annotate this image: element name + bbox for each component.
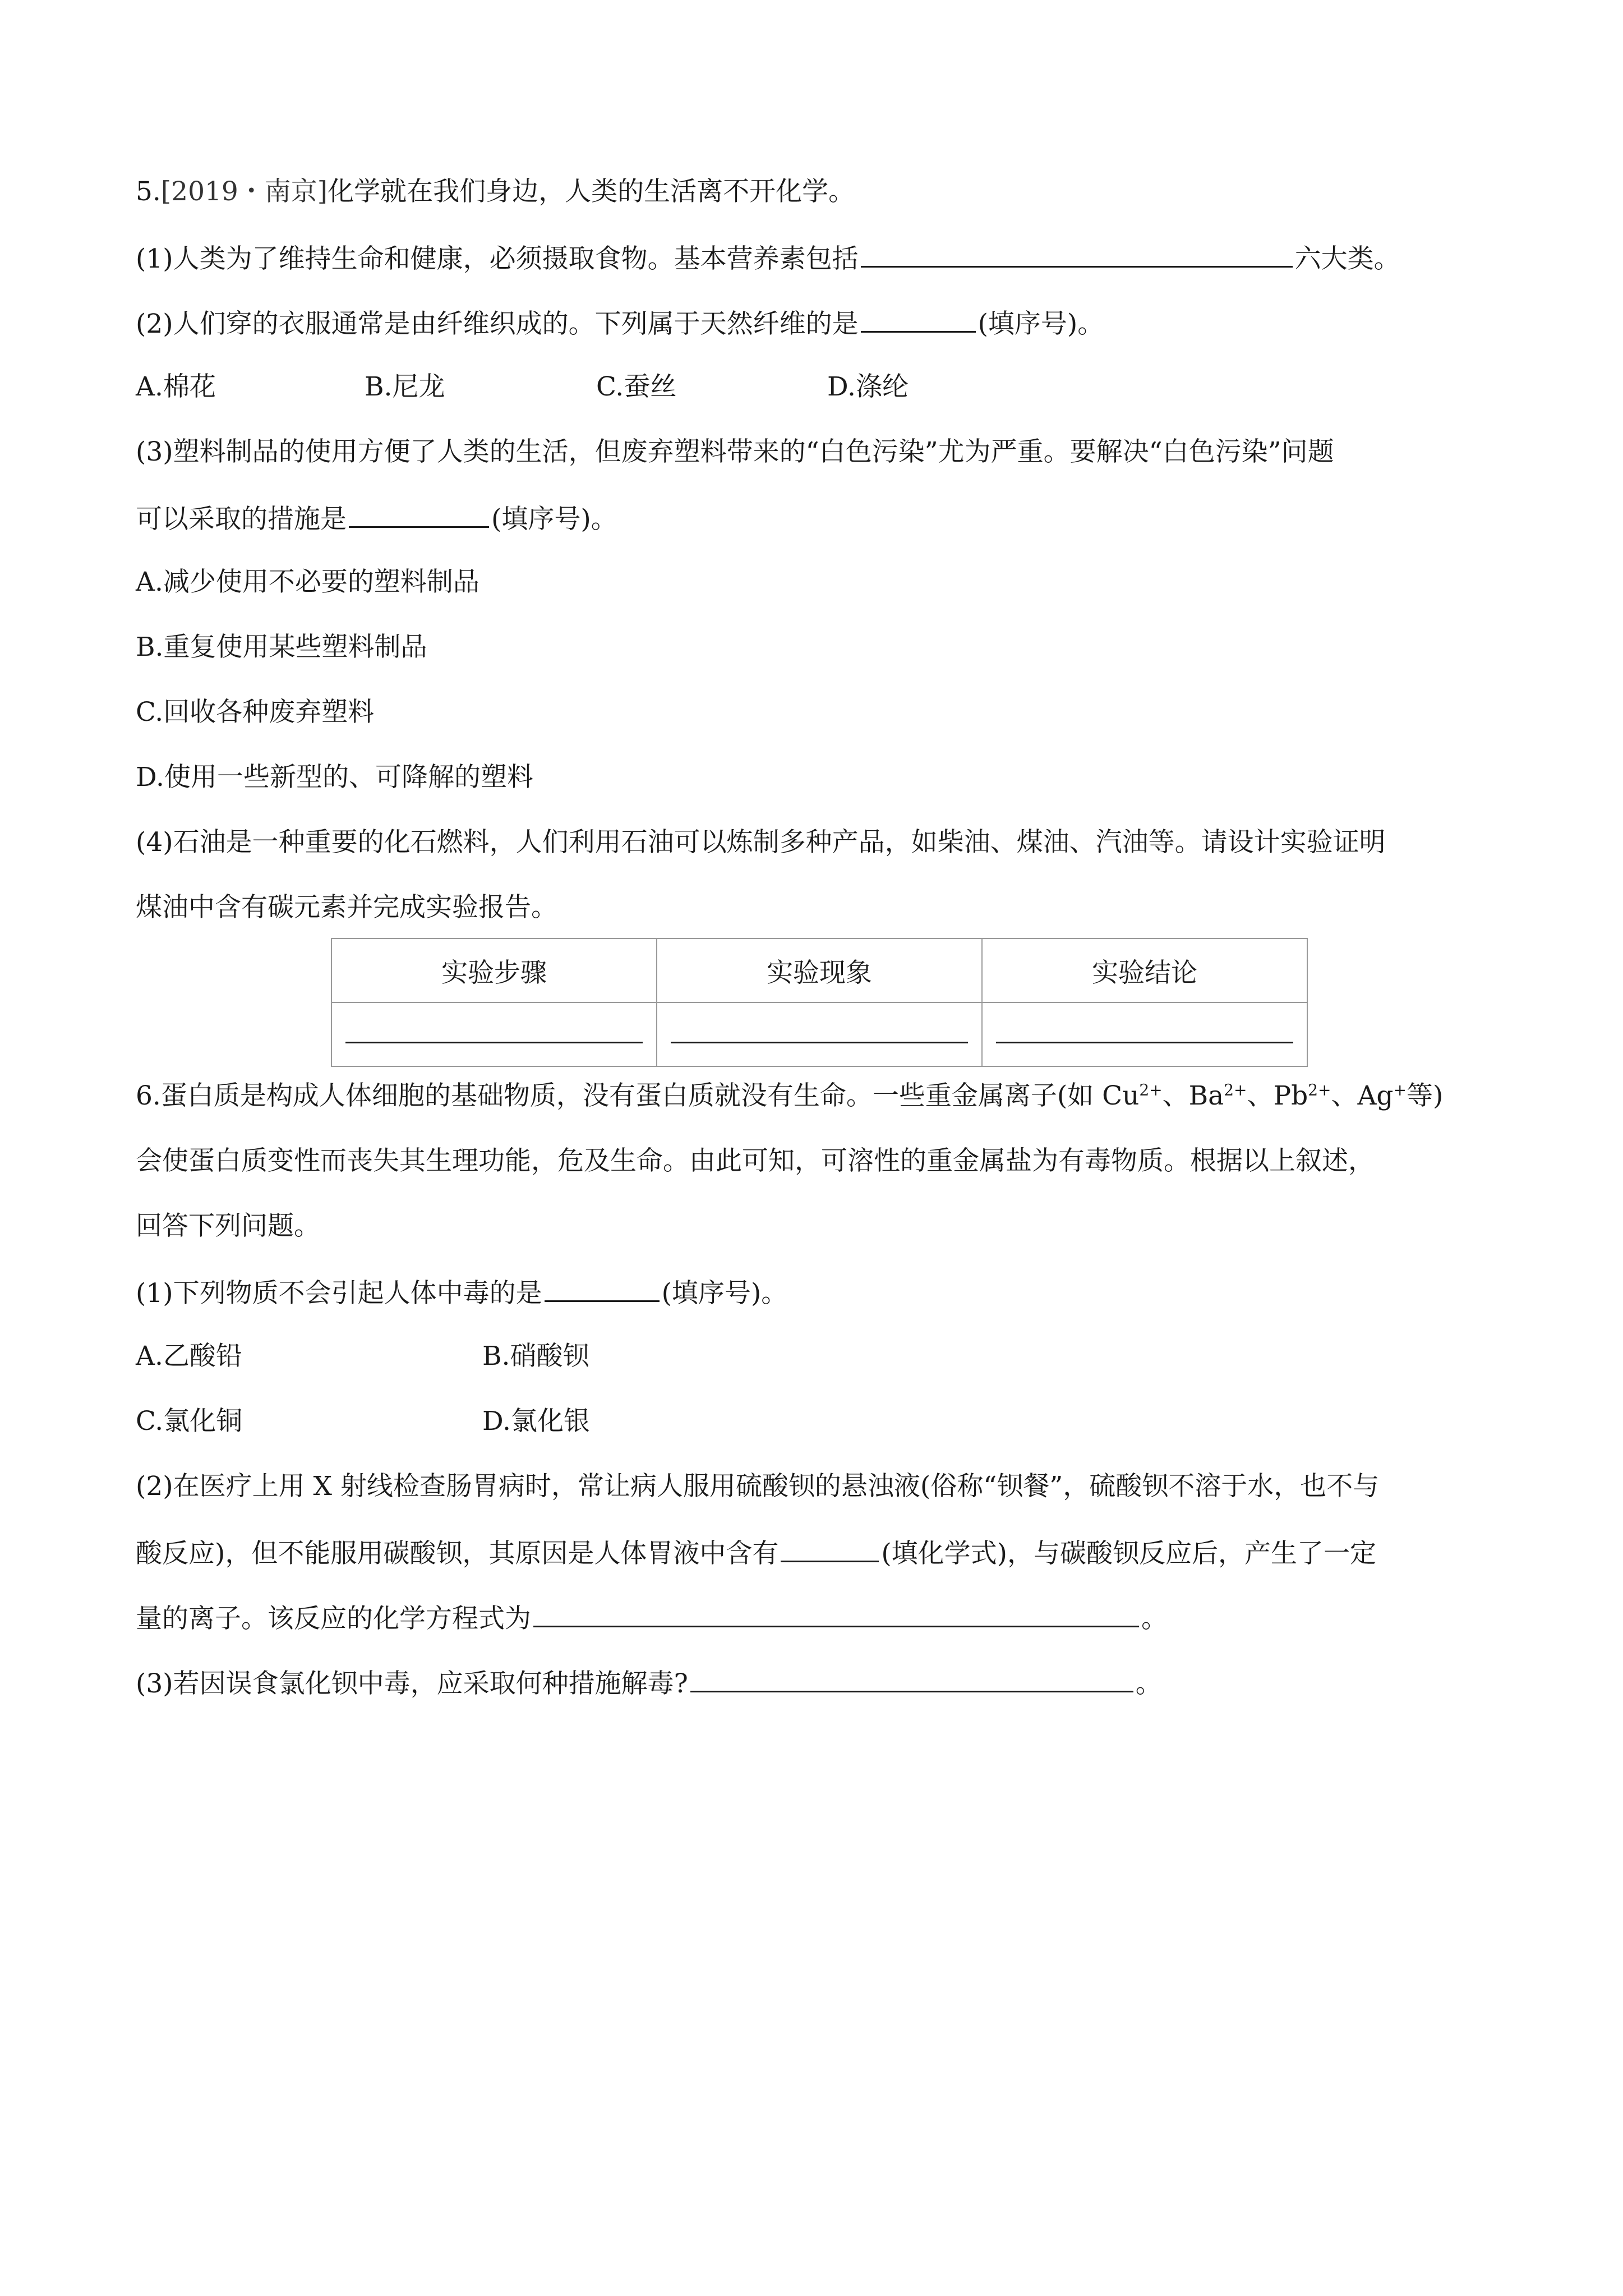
q5-p3-option-d: D.使用一些新型的、可降解的塑料 xyxy=(136,762,533,793)
question-source: [2019・南京] xyxy=(160,176,328,207)
answer-blank[interactable] xyxy=(349,500,489,528)
question-stem: 化学就在我们身边，人类的生活离不开化学。 xyxy=(328,176,855,207)
table-row xyxy=(331,1002,1307,1066)
header-steps: 实验步骤 xyxy=(331,938,657,1002)
q5-p2-option-b: B.尼龙 xyxy=(365,371,445,402)
q6-part2-line3: 量的离子。该反应的化学方程式为 。 xyxy=(136,1600,1168,1636)
q6-part2-line2: 酸反应)，但不能服用碳酸钡，其原因是人体胃液中含有 (填化学式)，与碳酸钡反应后，产生了一定 xyxy=(136,1535,1376,1571)
q6-intro-line1: 6.蛋白质是构成人体细胞的基础物质，没有蛋白质就没有生命。一些重金属离子(如 $Cu^{2+}$、$Ba^{2+}$、$Pb^{2+}$、Ag+等) xyxy=(136,1080,1444,1111)
q5-part3-line2: 可以采取的措施是 (填序号)。 xyxy=(136,500,617,536)
q5-part3-line1: (3)塑料制品的使用方便了人类的生活，但废弃塑料带来的“白色污染”尤为严重。要解决“白色污染”问题 xyxy=(136,436,1334,467)
q5-part1: (1)人类为了维持生命和健康，必须摄取食物。基本营养素包括 六大类。 xyxy=(136,240,1400,276)
q5-p3-option-c: C.回收各种废弃塑料 xyxy=(136,697,375,728)
q5-part4-line1: (4)石油是一种重要的化石燃料，人们利用石油可以炼制多种产品，如柴油、煤油、汽油等。请设计实验证明 xyxy=(136,827,1386,858)
q5-part4-line2: 煤油中含有碳元素并完成实验报告。 xyxy=(136,892,557,923)
answer-blank[interactable] xyxy=(345,1019,643,1043)
q6-intro-line3: 回答下列问题。 xyxy=(136,1211,320,1241)
answer-blank[interactable] xyxy=(533,1600,1139,1627)
header-conclusion: 实验结论 xyxy=(982,938,1307,1002)
q5-title xyxy=(136,175,855,209)
answer-blank[interactable] xyxy=(671,1019,968,1043)
q5-p2-option-d: D.涤纶 xyxy=(827,371,909,402)
q6-part3: (3)若因误食氯化钡中毒，应采取何种措施解毒? 。 xyxy=(136,1665,1162,1701)
q6-p1-option-d: D.氯化银 xyxy=(482,1406,590,1437)
q6-intro-line2: 会使蛋白质变性而丧失其生理功能，危及生命。由此可知，可溶性的重金属盐为有毒物质。根据以上叙述， xyxy=(136,1145,1375,1176)
experiment-report-table xyxy=(331,938,1308,1067)
header-phenomena: 实验现象 xyxy=(657,938,982,1002)
question-number: 5. xyxy=(136,176,161,207)
q5-p3-option-b: B.重复使用某些塑料制品 xyxy=(136,632,427,662)
q5-p2-option-c: C.蚕丝 xyxy=(596,371,677,402)
answer-blank[interactable] xyxy=(545,1274,660,1302)
q6-p1-option-a: A.乙酸铅 xyxy=(136,1341,242,1372)
cell-steps xyxy=(331,1002,657,1066)
answer-blank[interactable] xyxy=(781,1535,879,1562)
answer-blank[interactable] xyxy=(861,240,1293,268)
table-header-row xyxy=(331,938,1307,1002)
cell-conclusion xyxy=(982,1002,1307,1066)
q6-part2-line1: (2)在医疗上用 X 射线检查肠胃病时，常让病人服用硫酸钡的悬浊液(俗称“钡餐”，硫酸钡不溶于水，也不与 xyxy=(136,1471,1380,1502)
q6-p1-option-b: B.硝酸钡 xyxy=(482,1341,589,1372)
q5-p2-option-a: A.棉花 xyxy=(136,371,216,402)
answer-blank[interactable] xyxy=(690,1665,1133,1692)
q5-p3-option-a: A.减少使用不必要的塑料制品 xyxy=(136,567,479,597)
answer-blank[interactable] xyxy=(996,1019,1293,1043)
q6-p1-option-c: C.氯化铜 xyxy=(136,1406,243,1437)
q5-part2: (2)人们穿的衣服通常是由纤维织成的。下列属于天然纤维的是 (填序号)。 xyxy=(136,305,1104,341)
cell-phenomena xyxy=(657,1002,982,1066)
q6-part1: (1)下列物质不会引起人体中毒的是 (填序号)。 xyxy=(136,1274,787,1310)
answer-blank[interactable] xyxy=(861,305,976,333)
